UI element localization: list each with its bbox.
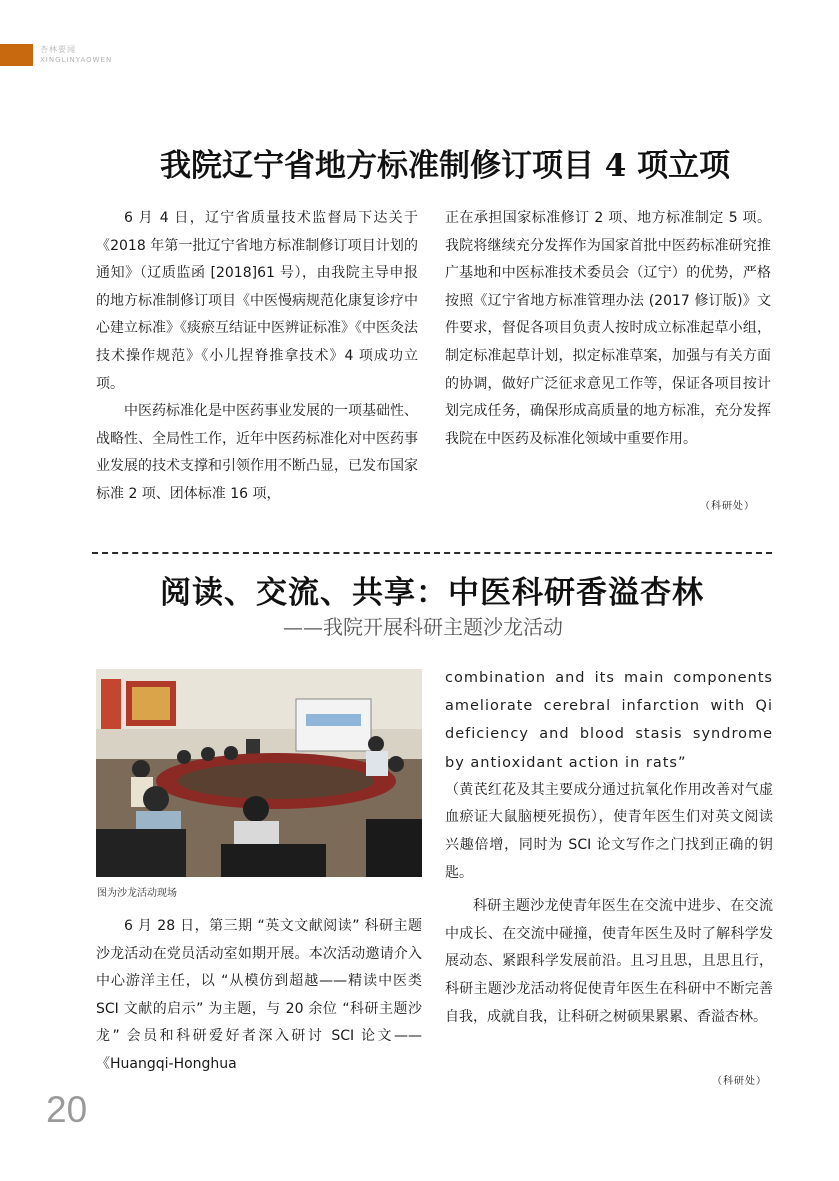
header-accent-bar: [0, 44, 33, 66]
page-number: 20: [46, 1089, 88, 1130]
header-section-title: 杏林要闻: [40, 45, 76, 54]
salon-meeting-photo: [96, 669, 422, 877]
article2-english-title: combination and its main components ameliorate cerebral infarction with Qi deficiency and blood stasis syndrome by antioxidant action in rats”: [445, 670, 773, 771]
article1-paragraph-3: 正在承担国家标准修订 2 项、地方标准制定 5 项。我院将继续充分发挥作为国家首批中医药标准研究推广基地和中医标准技术委员会（辽宁）的优势，严格按照《辽宁省地方标准管理办法 (2017 修订版)》文件要求，督促各项目负责人按时成立标准起草小组，制定标准起草计划，拟定标准草案，加强与有关方面的协调，做好广泛征求意见工作等，保证各项目按计划完成任务，确保形成高质量的地方标准，充分发挥我院在中医药及标准化领域中重要作用。: [445, 210, 771, 447]
article2-column-right: [445, 664, 773, 1031]
photo-caption: 图为沙龙活动现场: [97, 888, 177, 899]
article1-paragraph-1: 6 月 4 日，辽宁省质量技术监督局下达关于《2018 年第一批辽宁省地方标准制修订项目计划的通知》（辽质监函 [2018]61 号），由我院主导申报的地方标准制修订项目《中医慢病规范化康复诊疗中心建立标准》《痰瘀互结证中医辨证标准》《中医灸法技术操作规范》《小儿捏脊推拿技术》4 项成功立项。: [96, 210, 418, 392]
article2-paragraph-2: 科研主题沙龙使青年医生在交流中进步、在交流中成长、在交流中碰撞，使青年医生及时了解科学发展动态、紧跟科学发展前沿。且习且思，且思且行，科研主题沙龙活动将促使青年医生在科研中不断完善自我，成就自我，让科研之树硕果累累、香溢杏林。: [445, 898, 773, 1025]
article1-column-right: [445, 205, 771, 453]
section-divider: [92, 552, 772, 554]
article2-column-left: [96, 913, 422, 1079]
article2-title: 阅读、交流、共享：中医科研香溢杏林: [160, 575, 704, 611]
article1-column-left: [96, 205, 418, 509]
article1-credit: （科研处）: [700, 501, 755, 512]
article2-credit: （科研处）: [712, 1076, 767, 1087]
article2-paragraph-1-cont: （黄芪红花及其主要成分通过抗氧化作用改善对气虚血瘀证大鼠脑梗死损伤），使青年医生们对英文阅读兴趣倍增，同时为 SCI 论文写作之门找到正确的钥匙。: [445, 781, 773, 881]
article2-subtitle: ——我院开展科研主题沙龙活动: [283, 615, 563, 639]
article2-paragraph-1: 6 月 28 日，第三期 “英文文献阅读” 科研主题沙龙活动在党员活动室如期开展。本次活动邀请介入中心游洋主任，以 “从模仿到超越——精读中医类 SCI 文献的启示” 为主题，与 20 余位 “科研主题沙龙” 会员和科研爱好者深入研讨 SCI 论文——《Huangqi-Honghua: [96, 918, 422, 1072]
article1-title: 我院辽宁省地方标准制修订项目 4 项立项: [160, 148, 731, 184]
header-section-pinyin: XINGLINYAOWEN: [40, 56, 113, 64]
article1-paragraph-2: 中医药标准化是中医药事业发展的一项基础性、战略性、全局性工作，近年中医药标准化对中医药事业发展的技术支撑和引领作用不断凸显，已发布国家标准 2 项、团体标准 16 项，: [96, 403, 418, 502]
